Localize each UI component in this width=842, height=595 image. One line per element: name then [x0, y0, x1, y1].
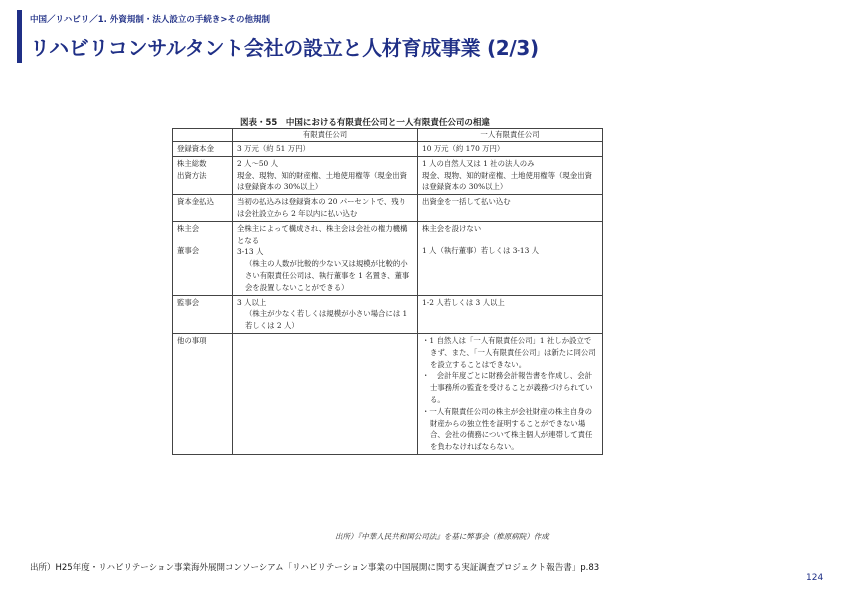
cell-limited: 当初の払込みは登録資本の 20 パーセントで、残りは会社設立から 2 年以内に払い込む: [233, 195, 418, 222]
cell-one-person: [418, 333, 603, 454]
table-row: [173, 142, 603, 157]
cell-one-person: [418, 156, 603, 194]
header-cell-one-person: 一人有限責任公司: [418, 129, 603, 142]
cell-limited: [233, 295, 418, 333]
cell-line: 株主会を設けない: [422, 223, 482, 233]
row-label-line: 株主会: [177, 223, 200, 233]
page-number: 124: [806, 573, 824, 583]
cell-one-person: 1-2 人若しくは 3 人以上: [418, 295, 603, 333]
table-row: [173, 195, 603, 222]
cell-line: 全株主によって構成され、株主会は会社の権力機構となる: [237, 223, 408, 245]
spacer: [177, 235, 228, 245]
row-label: 登録資本金: [173, 142, 233, 157]
cell-limited: 3 万元（約 51 万円）: [233, 142, 418, 157]
cell-line: 現金、現物、知的財産権、土地使用権等（現金出資は登録資本の 30%以上）: [237, 170, 407, 192]
cell-limited: [233, 333, 418, 454]
row-label-line: 株主総数: [177, 158, 207, 168]
comparison-table: [172, 128, 603, 455]
table-row: [173, 333, 603, 454]
cell-line: 1 人の自然人又は 1 社の法人のみ: [422, 158, 535, 168]
row-label-line: 董事会: [177, 245, 200, 255]
source-note: 出所）H25年度・リハビリテーション事業海外展開コンソーシアム「リハビリテーション事業の中国展開に関する実証調査プロジェクト報告書」p.83: [30, 563, 600, 573]
spacer: [422, 235, 598, 245]
cell-line: 3 人以上: [237, 297, 267, 307]
cell-limited: [233, 221, 418, 295]
table-header-row: [173, 129, 603, 142]
row-label: [173, 221, 233, 295]
table-row: [173, 295, 603, 333]
figure-source: 出所）『中華人民共和国公司法』を基に弊事会（椎原病院）作成: [335, 532, 549, 541]
cell-line: （株主の人数が比較的少ない又は規模が比較的小さい有限責任公司は、執行董事を 1 名置き、董事会を設置しないことができる）: [245, 259, 410, 292]
title-accent-bar: [17, 10, 22, 63]
cell-limited: [233, 156, 418, 194]
row-label: 監事会: [173, 295, 233, 333]
cell-line: 3-13 人: [237, 247, 264, 257]
page-title: リハビリコンサルタント会社の設立と人材育成事業 (2/3): [30, 36, 539, 60]
list-item: ・1 自然人は「一人有限責任公司」1 社しか設立できず、また、「一人有限責任公司」は新たに同公司を設立することはできない。: [422, 335, 596, 369]
table-row: [173, 156, 603, 194]
cell-one-person: [418, 221, 603, 295]
list-item: ・ 会計年度ごとに財務会計報告書を作成し、会計士事務所の監査を受けることが義務づけられている。: [422, 371, 593, 404]
cell-one-person: 10 万元（約 170 万円）: [418, 142, 603, 157]
table-row: [173, 221, 603, 295]
cell-line: 現金、現物、知的財産権、土地使用権等（現金出資は登録資本の 30%以上）: [422, 170, 592, 192]
header-cell-limited: 有限責任公司: [233, 129, 418, 142]
breadcrumb: 中国／リハビリ／1. 外資規制・法人設立の手続き>その他規制: [30, 15, 270, 25]
figure-title: 図表・55 中国における有限責任公司と一人有限責任公司の相違: [240, 118, 490, 128]
cell-line: 1 人（執行董事）若しくは 3-13 人: [422, 245, 540, 255]
row-label: 資本金払込: [173, 195, 233, 222]
cell-line: （株主が少なく若しくは規模が小さい場合には 1 若しくは 2 人）: [245, 309, 408, 331]
cell-one-person: 出資金を一括して払い込む: [418, 195, 603, 222]
cell-line: 2 人〜50 人: [237, 158, 278, 168]
header-cell-empty: [173, 129, 233, 142]
row-label-line: 出資方法: [177, 170, 207, 180]
row-label: [173, 156, 233, 194]
list-item: ・一人有限責任公司の株主が会社財産の株主自身の財産からの独立性を証明することができない場合、会社の債務について株主個人が連帯して責任を負わなければならない。: [422, 406, 593, 452]
row-label: 他の事項: [173, 333, 233, 454]
